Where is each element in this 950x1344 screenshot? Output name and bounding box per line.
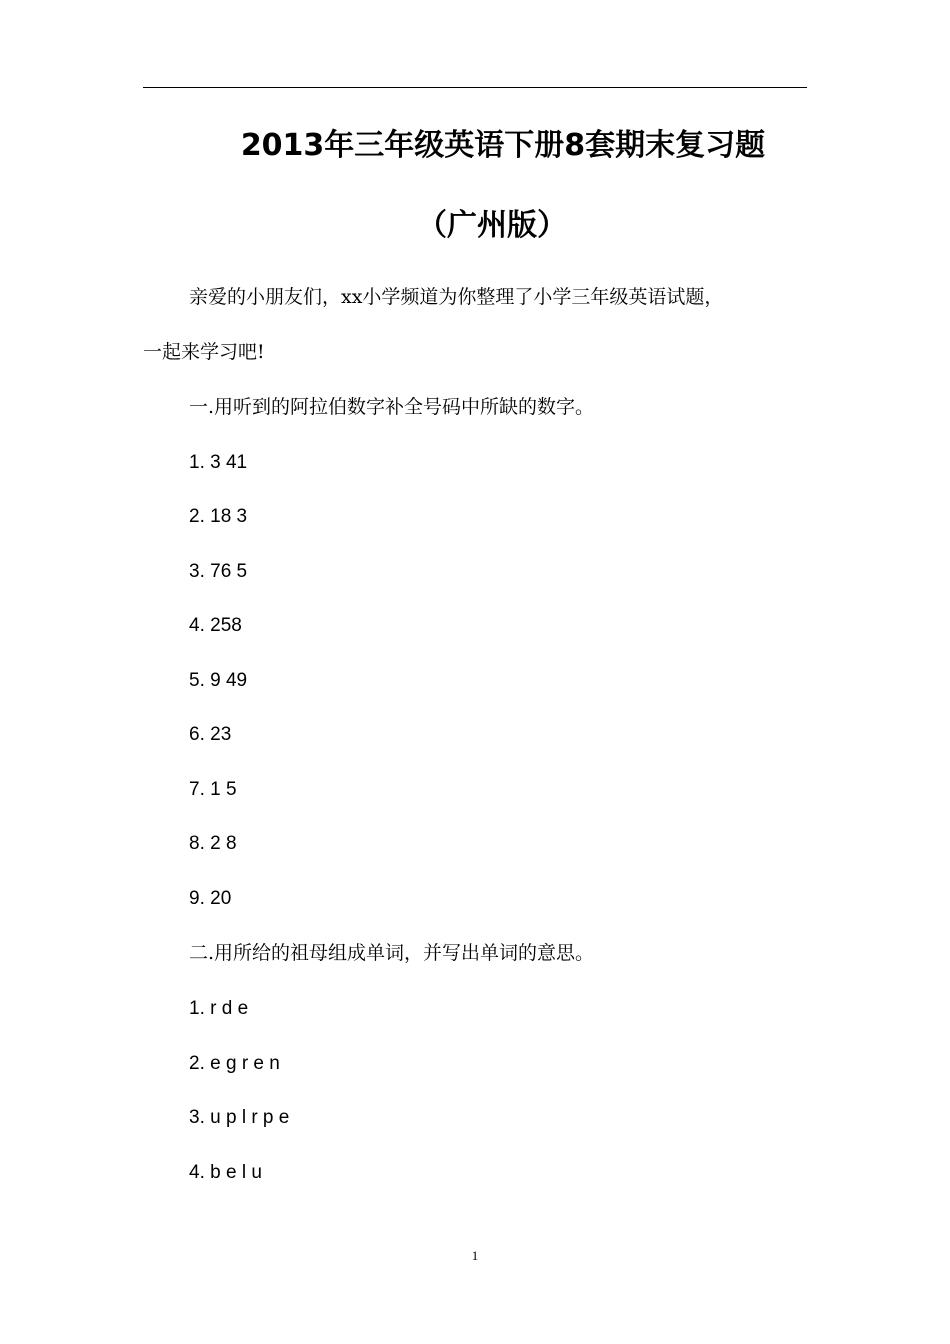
section1-item-6: 6. 23 (189, 724, 232, 745)
section2-item-2: 2. e g r e n (189, 1053, 280, 1074)
document-title-line2: （广州版） (417, 208, 567, 243)
section2-item-3: 3. u p l r p e (189, 1107, 290, 1128)
section2-item-4: 4. b e l u (189, 1162, 262, 1183)
header-rule (143, 87, 807, 88)
section1-item-5: 5. 9 49 (189, 670, 248, 691)
section1-item-8: 8. 2 8 (189, 833, 237, 854)
section1-item-4: 4. 258 (189, 615, 242, 636)
section1-item-1: 1. 3 41 (189, 452, 248, 473)
page-number: 1 (471, 1248, 479, 1263)
section1-item-9: 9. 20 (189, 888, 232, 909)
section2-item-1: 1. r d e (189, 998, 249, 1019)
intro-paragraph-line2: 一起来学习吧! (143, 341, 265, 363)
section1-item-3: 3. 76 5 (189, 561, 248, 582)
intro-paragraph-line1: 亲爱的小朋友们，xx小学频道为你整理了小学三年级英语试题， (189, 286, 724, 308)
section1-item-2: 2. 18 3 (189, 506, 248, 527)
document-title-line1: 2013年三年级英语下册8套期末复习题 (240, 128, 766, 163)
section2-heading: 二.用所给的祖母组成单词，并写出单词的意思。 (189, 942, 595, 964)
section1-heading: 一.用听到的阿拉伯数字补全号码中所缺的数字。 (189, 396, 595, 418)
section1-item-7: 7. 1 5 (189, 779, 237, 800)
